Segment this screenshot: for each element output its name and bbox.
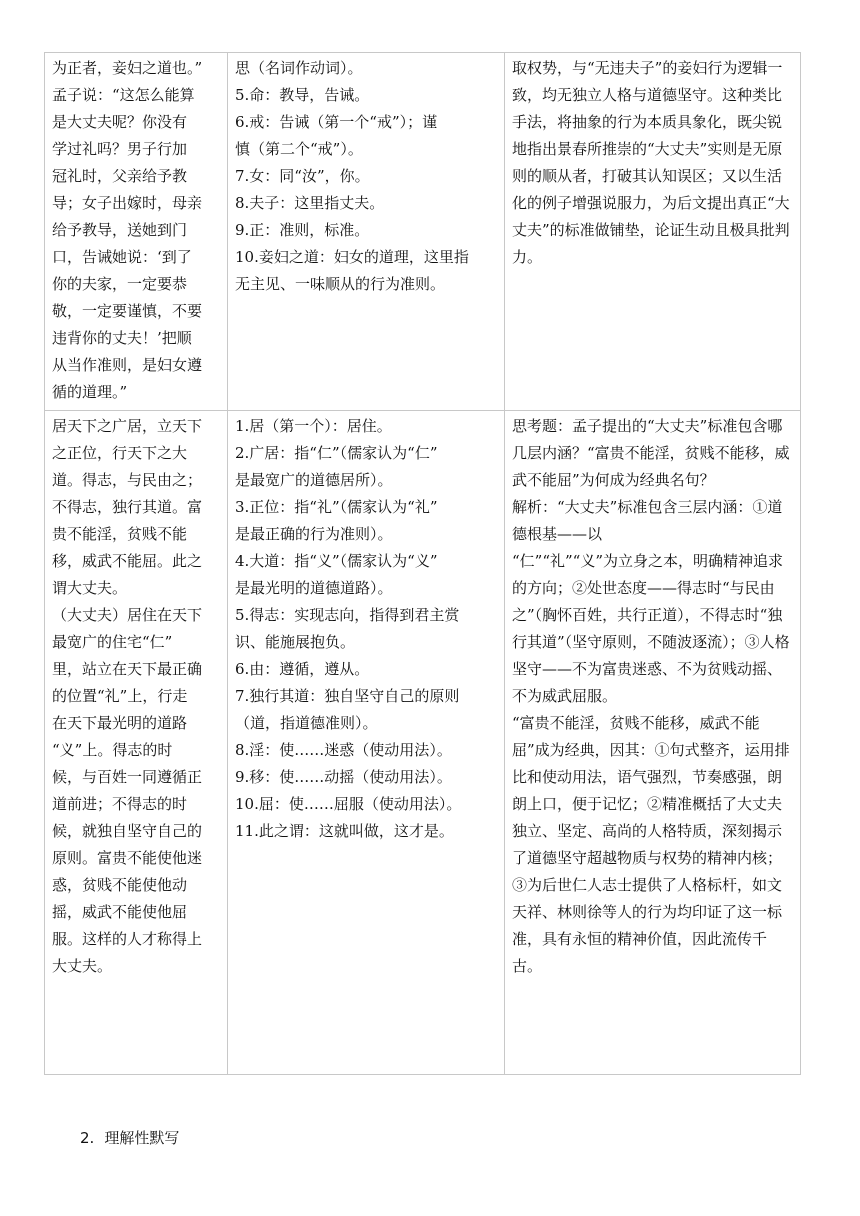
section-number: 2. (80, 1129, 95, 1147)
text-line: 最宽广的住宅“仁” (52, 633, 173, 651)
text-line: 解析：“大丈夫”标准包含三层内涵：①道德根基——以 (512, 498, 783, 543)
text-line: 道前进；不得志的时 (52, 795, 188, 813)
text-line: 6.戒：告诫（第一个“戒”）；谨 (235, 113, 438, 131)
text-line: 违背你的丈夫！’把顺 (52, 329, 192, 347)
text-line: 在天下最光明的道路 (52, 714, 188, 732)
text-line: 取权势，与“无违夫子”的妾妇行为逻辑一致，均无独立人格与道德坚守。这种类比手法，将抽象的行为本质具象化，既尖锐地指出景春所推崇的“大丈夫”实则是无原则的顺从者，打破其认知误区；又以生活化的例子增强说服力，为后文提出真正“大丈夫”的标准做铺垫，论证生动且极具批判力。 (512, 59, 790, 266)
text-line: 从当作准则，是妇女遵 (52, 356, 203, 374)
text-line: 给予教导，送她到门 (52, 221, 188, 239)
text-line: 学过礼吗？男子行加 (52, 140, 188, 158)
text-line: 之正位，行天下之大 (52, 444, 188, 462)
text-line: 10.妾妇之道：妇女的道理，这里指 (235, 248, 469, 266)
text-line: 摇，威武不能使他屈 (52, 903, 188, 921)
text-line: 思考题：孟子提出的“大丈夫”标准包含哪几层内涵？“富贵不能淫，贫贱不能移，威武不能屈”为何成为经典名句？ (512, 417, 790, 489)
text-line: 是最宽广的道德居所）。 (235, 471, 393, 489)
text-line: 里，站立在天下最正确 (52, 660, 203, 678)
text-line: 思（名词作动词）。 (235, 59, 363, 77)
text-line: 大丈夫。 (52, 957, 113, 975)
text-line: 是大丈夫呢？你没有 (52, 113, 188, 131)
text-line: 敬，一定要谨慎，不要 (52, 302, 203, 320)
text-line: 8.夫子：这里指丈夫。 (235, 194, 385, 212)
text-line: 候，就独自坚守自己的 (52, 822, 203, 840)
text-line: 3.正位：指“礼”（儒家认为“礼” (235, 498, 438, 516)
notes-cell (228, 411, 505, 1075)
text-line: 为正者，妾妇之道也。” (52, 59, 203, 77)
analysis-cell (505, 53, 801, 411)
text-line: 6.由：遵循，遵从。 (235, 660, 370, 678)
text-line: 冠礼时，父亲给予教 (52, 167, 188, 185)
text-line: （大丈夫）居住在天下 (52, 606, 203, 624)
table-row (45, 53, 801, 411)
text-line: 导；女子出嫁时，母亲 (52, 194, 203, 212)
text-line: “富贵不能淫，贫贱不能移，威武不能屈”成为经典，因其：①句式整齐，运用排比和使动用法，语气强烈，节奏感强，朗朗上口，便于记忆；②精准概括了大丈夫独立、坚定、高尚的人格特质，深刻揭示了道德坚守超越物质与权势的精神内核；③为后世仁人志士提供了人格标杆，如文天祥、林则徐等人的行为均印证了这一标准，具有永恒的精神价值，因此流传千古。 (512, 714, 790, 975)
text-line: 7.独行其道：独自坚守自己的原则 (235, 687, 460, 705)
text-line: 服。这样的人才称得上 (52, 930, 203, 948)
text-line: 是最正确的行为准则）。 (235, 525, 393, 543)
text-line: 7.女：同“汝”，你。 (235, 167, 370, 185)
text-line: 道。得志，与民由之； (52, 471, 203, 489)
text-line: 移，威武不能屈。此之 (52, 552, 203, 570)
text-line: 9.移：使……动摇（使动用法）。 (235, 768, 452, 786)
text-line: 贵不能淫，贫贱不能 (52, 525, 188, 543)
text-line: 循的道理。” (52, 383, 128, 401)
section-heading (80, 1127, 189, 1148)
text-line: 谓大丈夫。 (52, 579, 128, 597)
table-row (45, 411, 801, 1075)
text-line: 居天下之广居，立天下 (52, 417, 203, 435)
original-text-cell (45, 53, 228, 411)
text-line: 慎（第二个“戒”）。 (235, 140, 363, 158)
notes-cell (228, 53, 505, 411)
section-title: 理解性默写 (104, 1129, 180, 1147)
text-line: 11.此之谓：这就叫做，这才是。 (235, 822, 454, 840)
text-line: 8.淫：使……迷惑（使动用法）。 (235, 741, 452, 759)
text-line: 2.广居：指“仁”（儒家认为“仁” (235, 444, 438, 462)
text-line: 的位置“礼”上，行走 (52, 687, 188, 705)
text-line: 不得志，独行其道。富 (52, 498, 203, 516)
text-line: “仁”“礼”“义”为立身之本，明确精神追求的方向；②处世态度——得志时“与民由之”（胸怀百姓，共行正道），不得志时“独行其道”（坚守原则，不随波逐流）；③人格坚守——不为富贵迷惑、不为贫贱动摇、不为威武屈服。 (512, 552, 790, 705)
analysis-cell (505, 411, 801, 1075)
text-line: 9.正：准则，标准。 (235, 221, 370, 239)
text-line: 5.得志：实现志向，指得到君主赏 (235, 606, 460, 624)
text-line: 你的夫家，一定要恭 (52, 275, 188, 293)
text-line: 识、能施展抱负。 (235, 633, 356, 651)
text-line: 孟子说：“这怎么能算 (52, 86, 195, 104)
text-line: 原则。富贵不能使他迷 (52, 849, 203, 867)
text-line: 口，告诫她说：‘到了 (52, 248, 192, 266)
text-line: 是最光明的道德道路）。 (235, 579, 393, 597)
text-line: 4.大道：指“义”（儒家认为“义” (235, 552, 438, 570)
text-line: “义”上。得志的时 (52, 741, 173, 759)
text-line: 1.居（第一个）：居住。 (235, 417, 392, 435)
text-line: 10.屈：使……屈服（使动用法）。 (235, 795, 462, 813)
text-line: 无主见、一味顺从的行为准则。 (235, 275, 446, 293)
text-line: （道，指道德准则）。 (235, 714, 378, 732)
text-line: 5.命：教导，告诫。 (235, 86, 370, 104)
text-line: 候，与百姓一同遵循正 (52, 768, 203, 786)
annotation-table (44, 52, 801, 1075)
text-line: 惑，贫贱不能使他动 (52, 876, 188, 894)
original-text-cell (45, 411, 228, 1075)
